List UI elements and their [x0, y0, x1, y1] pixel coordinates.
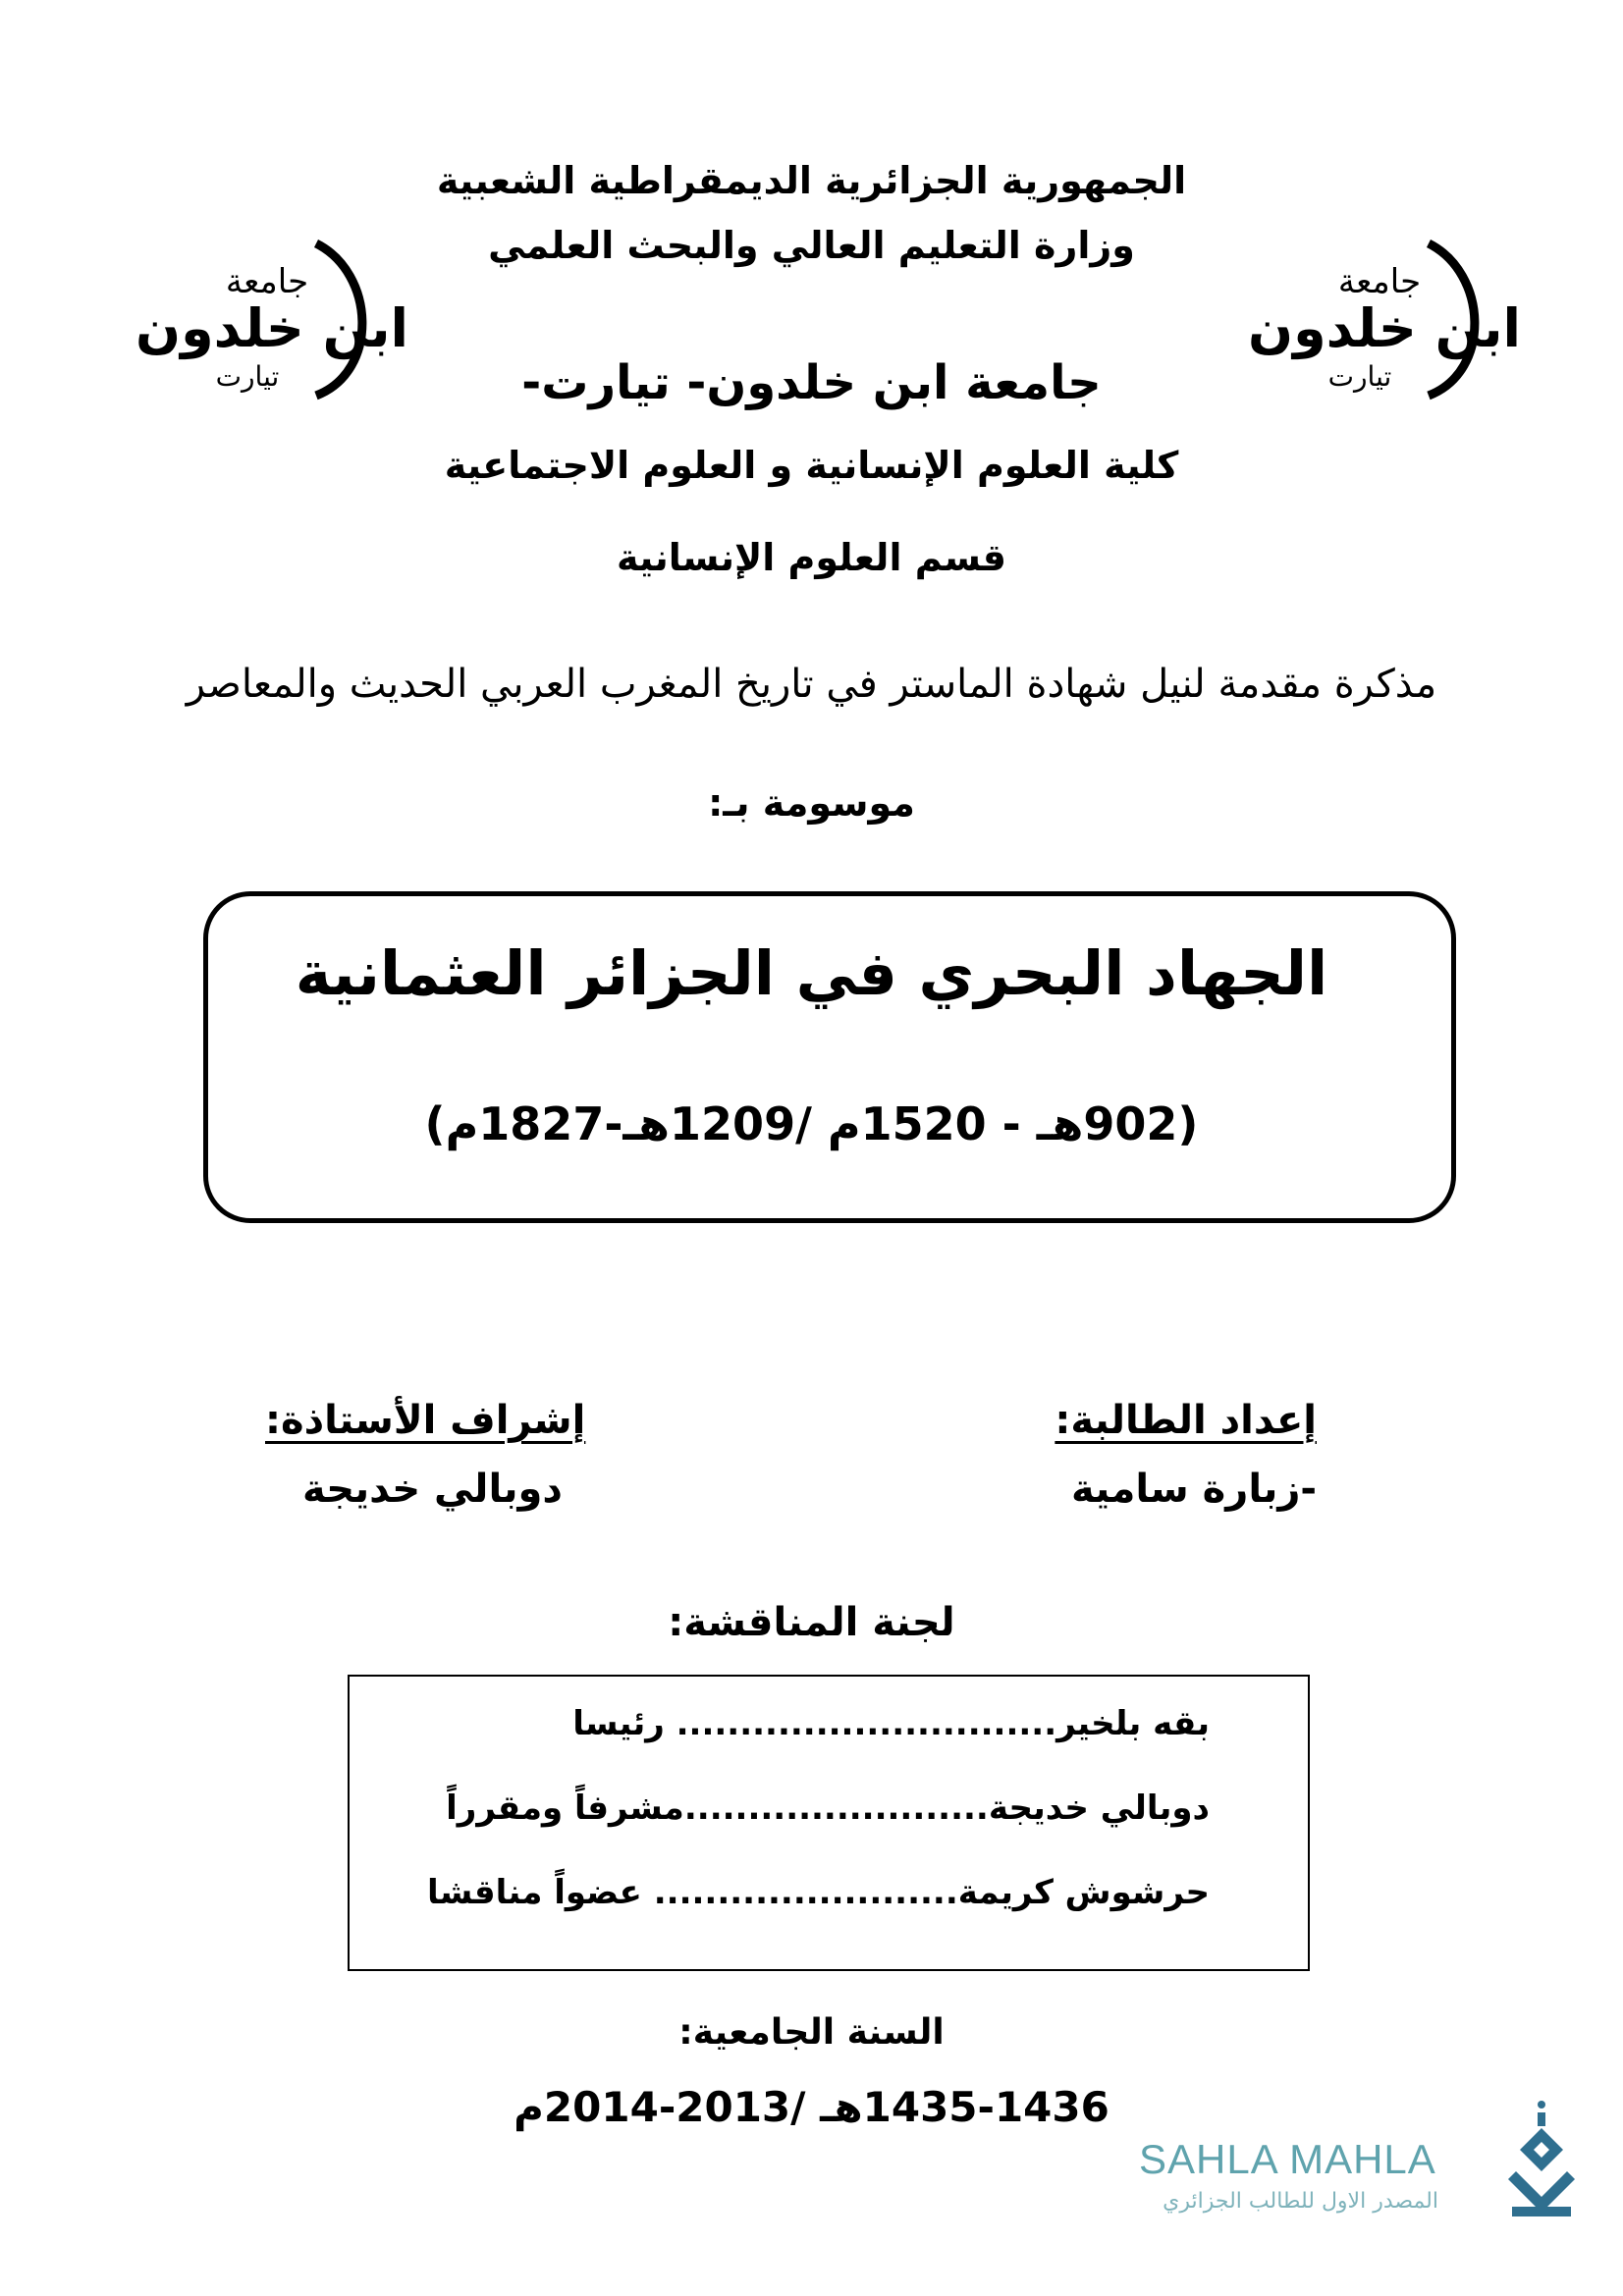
- academic-year-label: السنة الجامعية:: [678, 2012, 945, 2053]
- watermark-tagline: المصدر الاول للطالب الجزائري: [1163, 2189, 1438, 2214]
- committee-row: [427, 1873, 1210, 1912]
- member-role: عضواً مناقشا: [427, 1873, 642, 1912]
- member-dots: ........................: [683, 1789, 989, 1828]
- titled-label: موسومة بـ:: [708, 781, 915, 825]
- student-name: -زبارة سامية: [1071, 1467, 1317, 1512]
- committee-label: لجنة المناقشة:: [668, 1600, 955, 1645]
- thesis-title: الجهاد البحري في الجزائر العثمانية: [295, 937, 1328, 1009]
- svg-text:تيارت: تيارت: [215, 360, 280, 393]
- member-name: حرشوش كريمة: [957, 1873, 1210, 1912]
- supervisor-name: دوبالي خديجة: [302, 1467, 563, 1512]
- committee-row: [446, 1789, 1210, 1828]
- faculty-name: كلية العلوم الإنسانية و العلوم الاجتماعية: [444, 444, 1179, 487]
- sahla-mahla-watermark: [1139, 2128, 1591, 2236]
- student-label: إعداد الطالبة:: [1055, 1398, 1317, 1443]
- committee-table: [348, 1675, 1310, 1971]
- svg-text:ابن خلدون: ابن خلدون: [1248, 297, 1521, 359]
- member-name: بقه بلخير: [1056, 1704, 1210, 1743]
- svg-text:تيارت: تيارت: [1327, 360, 1392, 393]
- ministry-heading: وزارة التعليم العالي والبحث العلمي: [488, 224, 1135, 267]
- committee-row: [572, 1704, 1210, 1743]
- svg-text:جامعة: جامعة: [1337, 262, 1422, 301]
- svg-text:ابن خلدون: ابن خلدون: [135, 297, 408, 359]
- member-name: دوبالي خديجة: [988, 1789, 1210, 1828]
- thesis-purpose: مذكرة مقدمة لنيل شهادة الماستر في تاريخ المغرب العربي الحديث والمعاصر: [186, 662, 1437, 707]
- member-dots: ..............................: [676, 1704, 1057, 1743]
- member-dots: ........................: [653, 1873, 958, 1912]
- academic-year-value: 1435-1436هـ /2013-2014م: [514, 2083, 1109, 2131]
- member-role: مشرفاً ومقرراً: [446, 1789, 684, 1828]
- svg-text:جامعة: جامعة: [225, 262, 309, 301]
- watermark-emblem-icon: [1502, 2099, 1581, 2226]
- department-name: قسم العلوم الإنسانية: [616, 536, 1007, 579]
- thesis-dates: (902هـ - 1520م /1209هـ-1827م): [424, 1097, 1199, 1150]
- supervisor-label: إشراف الأستاذة:: [265, 1398, 586, 1443]
- member-role: رئيسا: [572, 1704, 665, 1743]
- university-name: جامعة ابن خلدون- تيارت-: [521, 355, 1102, 410]
- watermark-brand: SAHLA MAHLA: [1139, 2136, 1436, 2182]
- republic-heading: الجمهورية الجزائرية الديمقراطية الشعبية: [436, 159, 1187, 202]
